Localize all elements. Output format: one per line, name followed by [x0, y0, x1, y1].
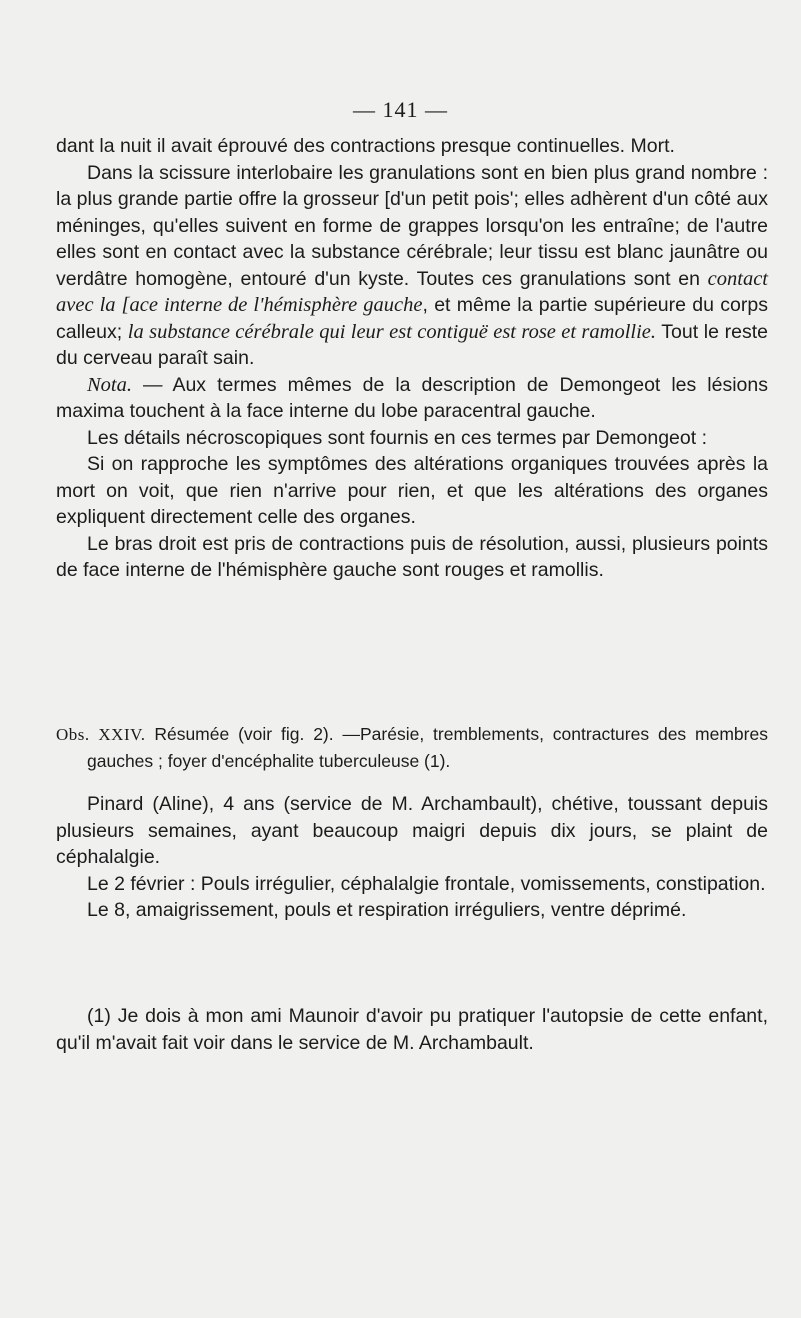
nota-label: Nota.	[87, 373, 132, 396]
main-text	[56, 133, 768, 584]
footnote	[56, 1003, 768, 1056]
observation-text	[56, 721, 768, 774]
paragraph-symptoms: Si on rapproche les symptômes des altérations organiques trouvées après la mort on voit, que rien n'arrive pour rien, et que les altérations des organes expliquent directement celle des organes.	[56, 453, 768, 528]
observation-label: Obs. XXIV.	[56, 725, 146, 744]
observation-heading	[56, 721, 768, 774]
italic-text: la substance cérébrale qui leur est contiguë est rose et ramollie.	[127, 320, 656, 343]
paragraph-right-arm: Le bras droit est pris de contractions puis de résolution, aussi, plusieurs points de face interne de l'hémisphère gauche sont rouges et ramollis.	[56, 532, 768, 581]
italic-text: contact avec la [ace interne de l'hémisphère gauche	[56, 267, 768, 316]
paragraph-continuation: dant la nuit il avait éprouvé des contractions presque continuelles. Mort.	[56, 135, 675, 157]
paragraph-granulations	[56, 160, 768, 372]
paragraph-details: Les détails nécroscopiques sont fournis en ces termes par Demongeot :	[87, 426, 708, 449]
case-paragraph: Pinard (Aline), 4 ans (service de M. Archambault), chétive, toussant depuis plusieurs semaines, ayant beaucoup maigri depuis dix jours, se plaint de céphalalgie.	[56, 793, 768, 868]
paragraph-nota	[56, 372, 768, 425]
text-run: , et même la partie supérieure du corps calleux;	[56, 294, 768, 343]
case-description	[56, 791, 768, 924]
observation-summary: Résumée (voir fig. 2). —Parésie, tremblements, contractures des membres gauches ; foyer d'encéphalite tuberculeuse (1).	[87, 724, 768, 771]
case-paragraph: Le 8, amaigrissement, pouls et respiration irréguliers, ventre déprimé.	[87, 899, 687, 921]
case-paragraph: Le 2 février : Pouls irrégulier, céphalalgie frontale, vomissements, constipation.	[87, 872, 766, 895]
text-run: — Aux termes mêmes de la description de Demongeot les lésions maxima touchent à la face interne du lobe paracentral gauche.	[56, 373, 768, 422]
footnote-text: (1) Je dois à mon ami Maunoir d'avoir pu pratiquer l'autopsie de cette enfant, qu'il m'avait fait voir dans le service de M. Archambault.	[56, 1005, 768, 1054]
text-run: Tout le reste du cerveau paraît sain.	[56, 320, 768, 369]
page-number: — 141 —	[353, 97, 448, 122]
text-run: Dans la scissure interlobaire les granulations sont en bien plus grand nombre : la plus grande partie offre la grosseur [d'un petit pois'; elles adhèrent d'un côté aux méninges, qu'elles suivent en forme de grappes lorsqu'on les entraîne; de l'autre elles sont en contact avec la substance cérébrale; leur tissu est blanc jaunâtre ou verdâtre homogène, entouré d'un kyste. Toutes ces granulations sont en	[56, 161, 768, 290]
